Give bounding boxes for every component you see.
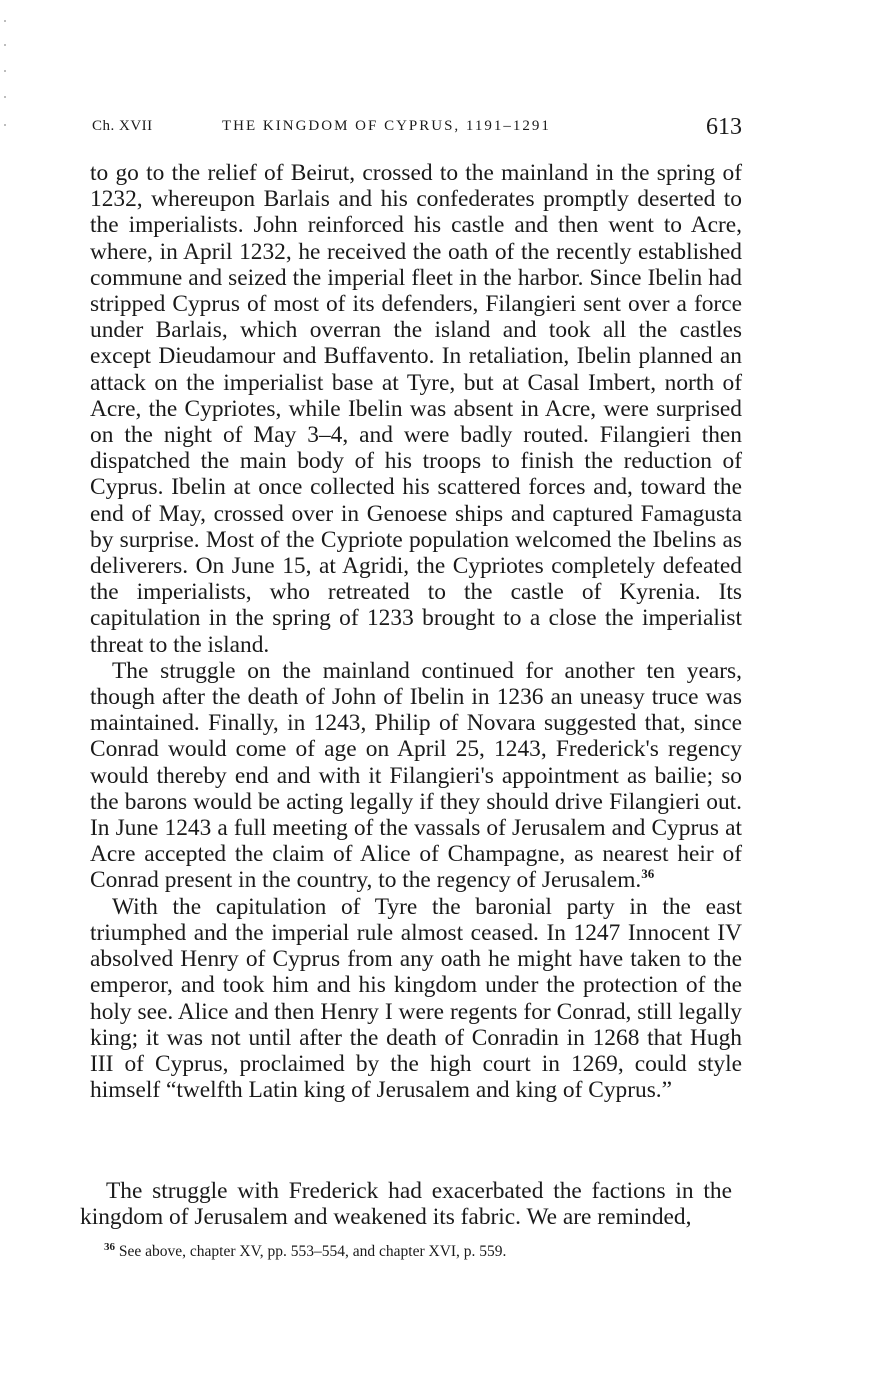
paragraph-2-text: The struggle on the mainland continued for another ten years, though after the death of John of Ibelin in 1236 an uneasy truce was maintained. Finally, in 1243, Philip of Novara suggested that, since Conrad would come of age on April 25, 1243, Frederick's regency would thereby end and with it Filangieri's appointment as bailie; so the barons would be acting legally if they should drive Filangieri out. In June 1243 a full meeting of the vassals of Jerusalem and Cyprus at Acre accepted the claim of Alice of Champagne, as nearest heir of Conrad present in the country, to the regency of Jerusalem.	[90, 657, 742, 894]
footnote	[104, 1242, 664, 1262]
running-head	[92, 114, 742, 144]
footnote-number: 36	[104, 1240, 115, 1253]
paragraph-3: With the capitulation of Tyre the baronial party in the east triumphed and the imperial rule almost ceased. In 1247 Innocent IV absolved Henry of Cyprus from any oath he might have taken to the emperor, and took him and his kingdom under the protection of the holy see. Alice and then Henry I were regents for Conrad, still legally king; it was not until after the death of Conradin in 1268 that Hugh III of Cyprus, proclaimed by the high court in 1269, could style himself “twelfth Latin king of Jerusalem and king of Cyprus.”	[90, 893, 742, 1104]
section-paragraph: The struggle with Frederick had exacerbated the factions in the kingdom of Jerusalem and weakened its fabric. We are reminded,	[80, 1178, 732, 1231]
footnote-reference: 36	[641, 866, 655, 882]
running-title: THE KINGDOM OF CYPRUS, 1191–1291	[222, 118, 551, 134]
paragraph-2	[90, 658, 742, 894]
page-number: 613	[706, 114, 742, 140]
footnote-text: See above, chapter XV, pp. 553–554, and chapter XVI, p. 559.	[118, 1243, 507, 1260]
margin-scan-marks	[4, 0, 8, 160]
body-text	[90, 160, 742, 1103]
chapter-label: Ch. XVII	[92, 118, 153, 134]
paragraph-1: to go to the relief of Beirut, crossed to the mainland in the spring of 1232, whereupon Barlais and his confederates promptly deserted to the imperialists. John reinforced his castle and then went to Acre, where, in April 1232, he received the oath of the recently established commune and seized the imperial fleet in the harbor. Since Ibelin had stripped Cyprus of most of its defenders, Filangieri sent over a force under Barlais, which overran the island and took all the castles except Dieudamour and Buffavento. In retaliation, Ibelin planned an attack on the imperialist base at Tyre, but at Casal Imbert, north of Acre, the Cypriotes, while Ibelin was absent in Acre, were surprised on the night of May 3–4, and were badly routed. Filangieri then dispatched the main body of his troops to finish the reduction of Cyprus. Ibelin at once collected his scattered forces and, toward the end of May, crossed over in Genoese ships and captured Famagusta by surprise. Most of the Cypriote population welcomed the Ibelins as deliverers. On June 15, at Agridi, the Cypriotes completely defeated the imperialists, who retreated to the castle of Kyrenia. Its capitulation in the spring of 1233 brought to a close the imperialist threat to the island.	[90, 160, 742, 658]
